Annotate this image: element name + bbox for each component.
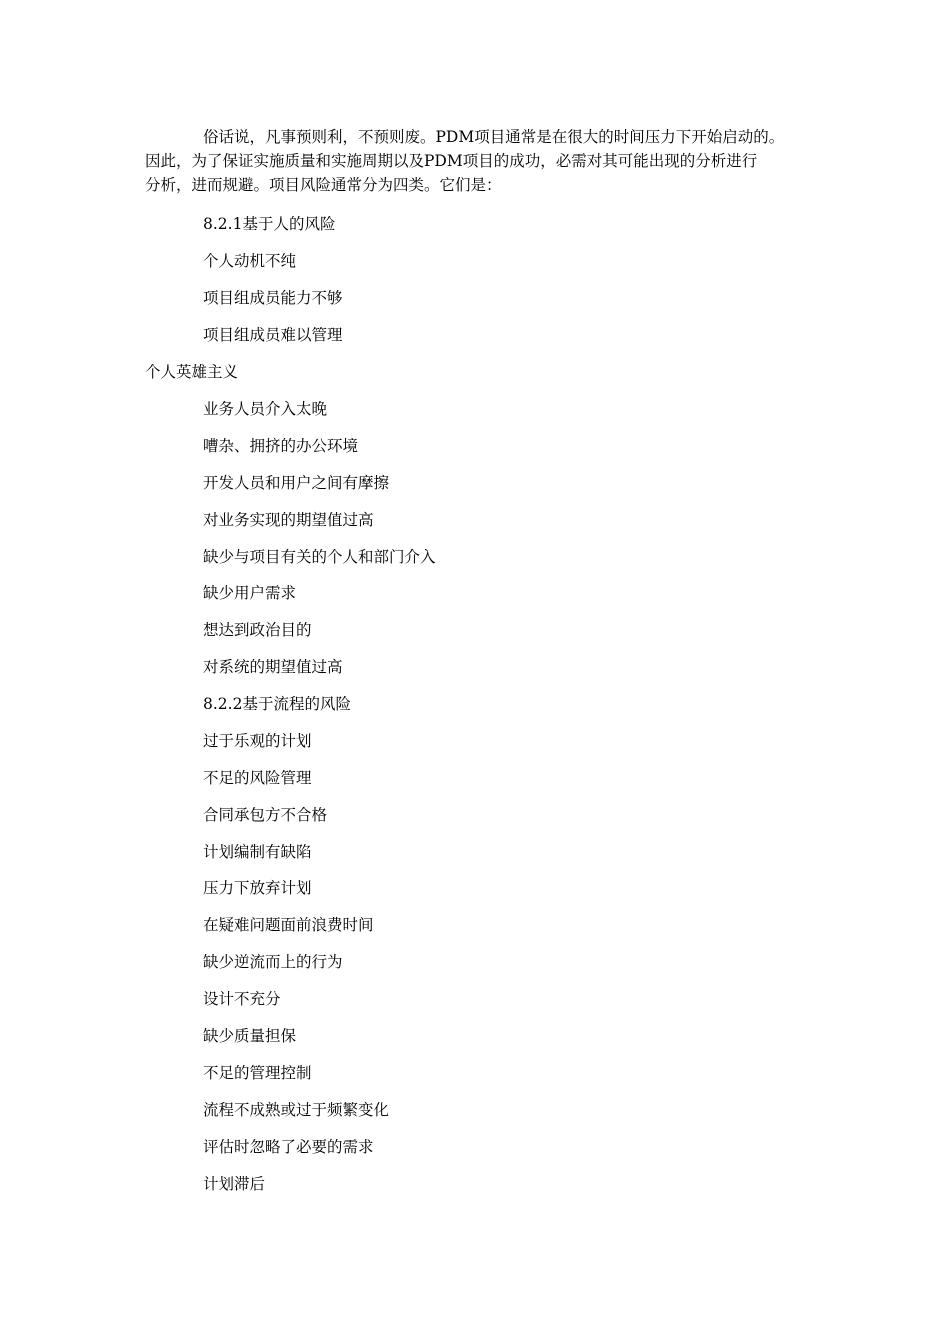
list-item: 缺少逆流而上的行为 [203, 953, 343, 971]
list-item: 业务人员介入太晚 [203, 400, 328, 418]
list-item: 计划滞后 [203, 1175, 266, 1193]
section-heading-process-risk: 8.2.2基于流程的风险 [203, 695, 351, 713]
list-item: 在疑难问题面前浪费时间 [203, 916, 374, 934]
list-item: 压力下放弃计划 [203, 879, 312, 897]
section-heading-people-risk: 8.2.1基于人的风险 [203, 215, 336, 233]
list-item: 缺少与项目有关的个人和部门介入 [203, 548, 436, 566]
list-item: 缺少质量担保 [203, 1027, 297, 1045]
list-item: 对系统的期望值过高 [203, 658, 343, 676]
list-item: 设计不充分 [203, 990, 281, 1008]
list-item: 过于乐观的计划 [203, 732, 312, 750]
list-item: 嘈杂、拥挤的办公环境 [203, 437, 359, 455]
list-item: 合同承包方不合格 [203, 806, 328, 824]
list-item: 对业务实现的期望值过高 [203, 511, 374, 529]
list-item: 评估时忽略了必要的需求 [203, 1138, 374, 1156]
list-item: 开发人员和用户之间有摩擦 [203, 474, 390, 492]
list-item: 项目组成员难以管理 [203, 326, 343, 344]
list-item: 不足的管理控制 [203, 1064, 312, 1082]
list-item: 计划编制有缺陷 [203, 843, 312, 861]
list-item: 项目组成员能力不够 [203, 289, 343, 307]
list-item: 想达到政治目的 [203, 621, 312, 639]
list-item: 个人英雄主义 [145, 363, 239, 381]
list-item: 缺少用户需求 [203, 584, 297, 602]
intro-line-1: 俗话说，凡事预则利，不预则废。PDM项目通常是在很大的时间压力下开始启动的。 [203, 128, 785, 146]
list-item: 流程不成熟或过于频繁变化 [203, 1101, 390, 1119]
intro-line-2: 因此，为了保证实施质量和实施周期以及PDM项目的成功，必需对其可能出现的分析进行 [145, 152, 758, 170]
intro-paragraph [145, 125, 815, 197]
list-item: 不足的风险管理 [203, 769, 312, 787]
list-item: 个人动机不纯 [203, 252, 297, 270]
intro-line-3: 分析，进而规避。项目风险通常分为四类。它们是： [145, 176, 502, 194]
